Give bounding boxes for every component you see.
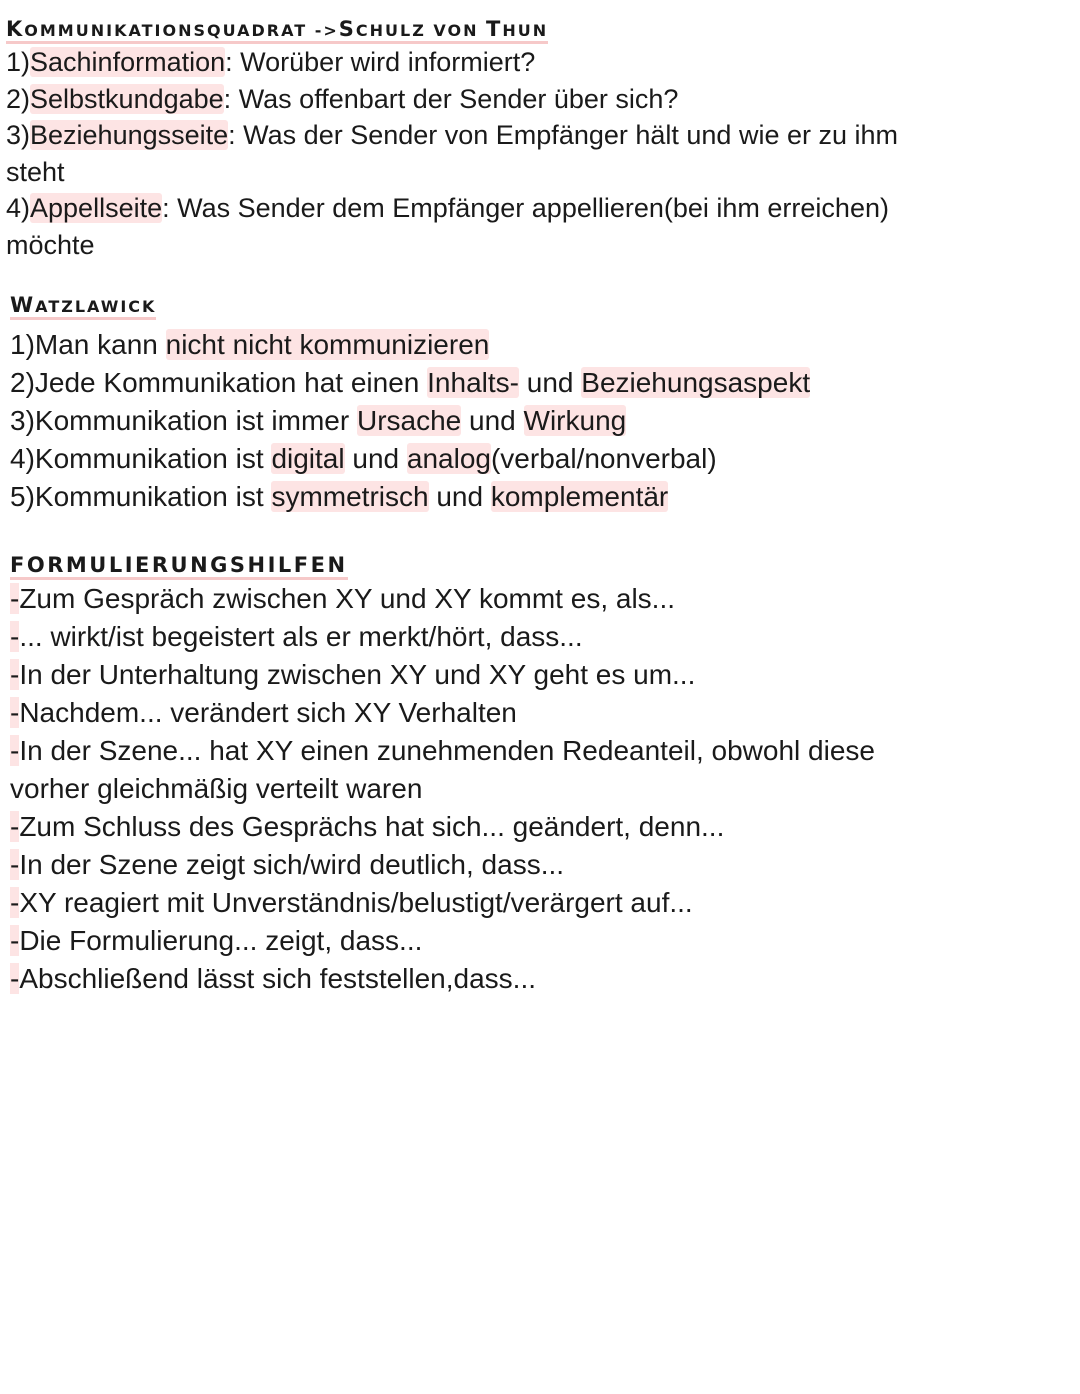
section-heading: FORMULIERUNGSHILFEN xyxy=(10,552,348,580)
item-list xyxy=(6,44,1006,263)
list-item-continuation: steht xyxy=(6,156,65,187)
dash-marker: - xyxy=(10,735,20,766)
highlighted-term: Ursache xyxy=(356,405,462,436)
highlighted-term: nicht nicht kommunizieren xyxy=(165,329,490,360)
item-list xyxy=(10,580,1010,998)
highlighted-term: analog xyxy=(406,443,491,474)
list-item: -In der Szene zeigt sich/wird deutlich, dass... xyxy=(10,849,565,880)
dash-marker: - xyxy=(10,583,20,614)
dash-marker: - xyxy=(10,963,20,994)
list-item: 4)Appellseite: Was Sender dem Empfänger appellieren(bei ihm erreichen) xyxy=(6,193,889,223)
item-list xyxy=(10,326,1010,516)
dash-marker: - xyxy=(10,697,20,728)
highlighted-term: Beziehungsaspekt xyxy=(581,367,811,398)
dash-marker: - xyxy=(10,659,20,690)
section-kommunikationsquadrat xyxy=(6,16,1006,263)
list-item: -Die Formulierung... zeigt, dass... xyxy=(10,925,423,956)
list-item-continuation: möchte xyxy=(6,229,95,260)
list-item: 1)Sachinformation: Worüber wird informiert? xyxy=(6,47,536,77)
highlighted-term: symmetrisch xyxy=(271,481,429,512)
section-heading: KOMMUNIKATIONSQUADRAT ->SCHULZ VON THUN xyxy=(6,16,548,44)
list-item: 4)Kommunikation ist digital und analog(verbal/nonverbal) xyxy=(10,443,717,474)
list-item: 3)Beziehungsseite: Was der Sender von Empfänger hält und wie er zu ihm xyxy=(6,120,899,150)
highlighted-term: Beziehungsseite xyxy=(30,120,229,150)
list-item: -Zum Schluss des Gesprächs hat sich... geändert, denn... xyxy=(10,811,725,842)
section-heading: WATZLAWICK xyxy=(10,292,156,320)
highlighted-term: komplementär xyxy=(490,481,669,512)
highlighted-term: Appellseite xyxy=(30,193,163,223)
list-item: -Zum Gespräch zwischen XY und XY kommt es, als... xyxy=(10,583,676,614)
dash-marker: - xyxy=(10,887,20,918)
list-item: -Nachdem... verändert sich XY Verhalten xyxy=(10,697,517,728)
list-item: -In der Szene... hat XY einen zunehmenden Redeanteil, obwohl diese xyxy=(10,735,875,766)
dash-marker: - xyxy=(10,849,20,880)
section-formulierungshilfen xyxy=(10,552,1010,998)
list-item: 5)Kommunikation ist symmetrisch und komplementär xyxy=(10,481,669,512)
list-item: -Abschließend lässt sich feststellen,dass... xyxy=(10,963,537,994)
dash-marker: - xyxy=(10,811,20,842)
highlighted-term: Sachinformation xyxy=(30,47,226,77)
list-item: 1)Man kann nicht nicht kommunizieren xyxy=(10,329,490,360)
dash-marker: - xyxy=(10,621,20,652)
highlighted-term: Wirkung xyxy=(523,405,627,436)
list-item: 2)Jede Kommunikation hat einen Inhalts- und Beziehungsaspekt xyxy=(10,367,811,398)
list-item: 2)Selbstkundgabe: Was offenbart der Sender über sich? xyxy=(6,83,679,114)
list-item: -XY reagiert mit Unverständnis/belustigt/verärgert auf... xyxy=(10,887,693,918)
dash-marker: - xyxy=(10,925,20,956)
highlighted-term: digital xyxy=(271,443,345,474)
list-item: -... wirkt/ist begeistert als er merkt/hört, dass... xyxy=(10,621,583,652)
section-watzlawick xyxy=(10,292,1010,516)
list-item: -In der Unterhaltung zwischen XY und XY geht es um... xyxy=(10,659,696,690)
highlighted-term: Selbstkundgabe xyxy=(30,83,224,114)
highlighted-term: Inhalts- xyxy=(427,367,519,398)
list-item-continuation: vorher gleichmäßig verteilt waren xyxy=(10,773,423,804)
list-item: 3)Kommunikation ist immer Ursache und Wirkung xyxy=(10,405,627,436)
